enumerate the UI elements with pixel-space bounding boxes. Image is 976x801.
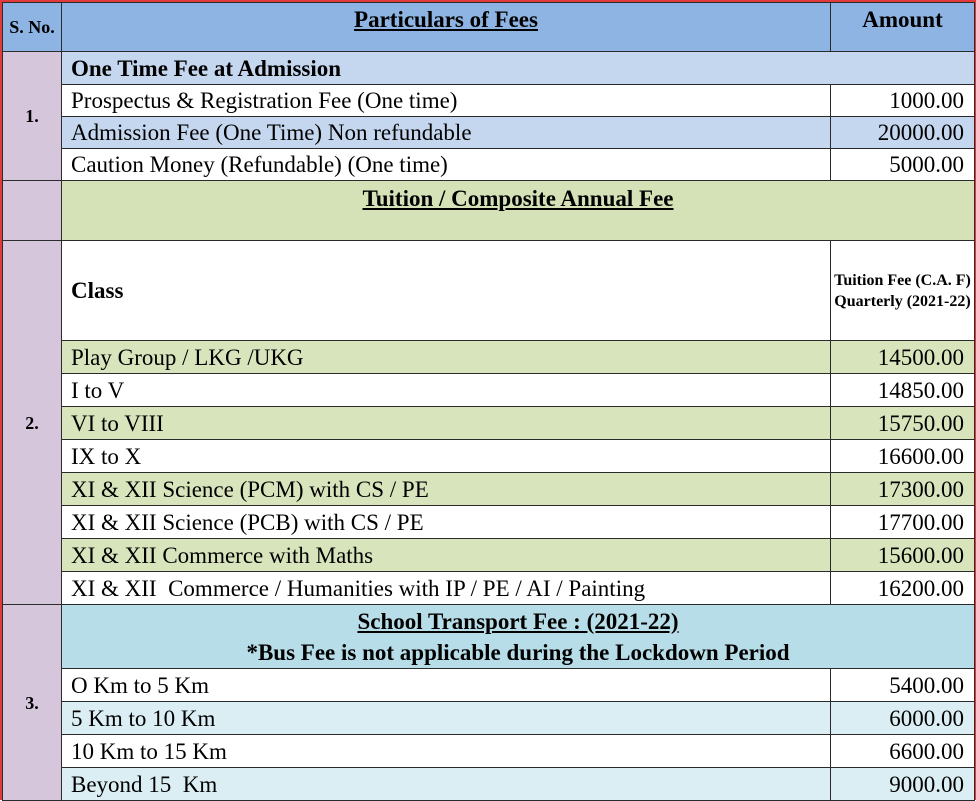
- section3-note: *Bus Fee is not applicable during the Lockdown Period: [246, 639, 790, 665]
- table-row: [3, 768, 975, 801]
- distance-amount: 9000.00: [831, 768, 975, 801]
- section3-title-cell: [62, 605, 975, 669]
- distance-amount: 5400.00: [831, 669, 975, 702]
- table-row: [3, 440, 975, 473]
- class-label: VI to VIII: [62, 407, 831, 440]
- distance-amount: 6600.00: [831, 735, 975, 768]
- table-row: [3, 702, 975, 735]
- section1-title-row: [3, 52, 975, 85]
- table-row: [3, 539, 975, 572]
- class-amount: 14850.00: [831, 374, 975, 407]
- section1-number: 1.: [3, 52, 62, 181]
- class-label: I to V: [62, 374, 831, 407]
- distance-label: 5 Km to 10 Km: [62, 702, 831, 735]
- header-particulars: Particulars of Fees: [62, 3, 831, 52]
- class-label: XI & XII Commerce with Maths: [62, 539, 831, 572]
- distance-amount: 6000.00: [831, 702, 975, 735]
- class-amount: 15750.00: [831, 407, 975, 440]
- table-row: [3, 669, 975, 702]
- table-row: [3, 407, 975, 440]
- class-header: Class: [62, 241, 831, 341]
- header-amount: Amount: [831, 3, 975, 52]
- class-label: XI & XII Science (PCB) with CS / PE: [62, 506, 831, 539]
- fee-amount: 5000.00: [831, 149, 975, 181]
- class-label: XI & XII Commerce / Humanities with IP / PE / AI / Painting: [62, 572, 831, 605]
- class-label: XI & XII Science (PCM) with CS / PE: [62, 473, 831, 506]
- section2-number: 2.: [3, 241, 62, 605]
- fee-table: [2, 2, 975, 801]
- class-amount: 17300.00: [831, 473, 975, 506]
- class-label: Play Group / LKG /UKG: [62, 341, 831, 374]
- tuition-sno-blank: [3, 181, 62, 241]
- tuition-title-row: [3, 181, 975, 241]
- section3-number: 3.: [3, 605, 62, 801]
- section1-title: One Time Fee at Admission: [62, 52, 975, 85]
- table-row: [3, 374, 975, 407]
- tuition-title: Tuition / Composite Annual Fee: [62, 181, 975, 241]
- class-amount: 16200.00: [831, 572, 975, 605]
- distance-label: Beyond 15 Km: [62, 768, 831, 801]
- table-row: [3, 117, 975, 149]
- class-label: IX to X: [62, 440, 831, 473]
- table-row: [3, 473, 975, 506]
- class-amount: 15600.00: [831, 539, 975, 572]
- table-row: [3, 506, 975, 539]
- header-sno: S. No.: [3, 3, 62, 52]
- table-row: [3, 85, 975, 117]
- fee-label: Admission Fee (One Time) Non refundable: [62, 117, 831, 149]
- header-row: [3, 3, 975, 52]
- class-amount: 16600.00: [831, 440, 975, 473]
- class-amount: 17700.00: [831, 506, 975, 539]
- fee-amount: 20000.00: [831, 117, 975, 149]
- distance-label: 10 Km to 15 Km: [62, 735, 831, 768]
- table-row: [3, 735, 975, 768]
- section3-title: School Transport Fee : (2021-22): [357, 608, 679, 634]
- fee-label: Prospectus & Registration Fee (One time): [62, 85, 831, 117]
- section3-title-row: [3, 605, 975, 669]
- fee-label: Caution Money (Refundable) (One time): [62, 149, 831, 181]
- table-row: [3, 572, 975, 605]
- table-row: [3, 149, 975, 181]
- distance-label: O Km to 5 Km: [62, 669, 831, 702]
- fee-amount: 1000.00: [831, 85, 975, 117]
- table-row: [3, 341, 975, 374]
- class-amount: 14500.00: [831, 341, 975, 374]
- tuition-fee-header: Tuition Fee (C.A. F) Quarterly (2021-22): [831, 241, 975, 341]
- section2-header-row: [3, 241, 975, 341]
